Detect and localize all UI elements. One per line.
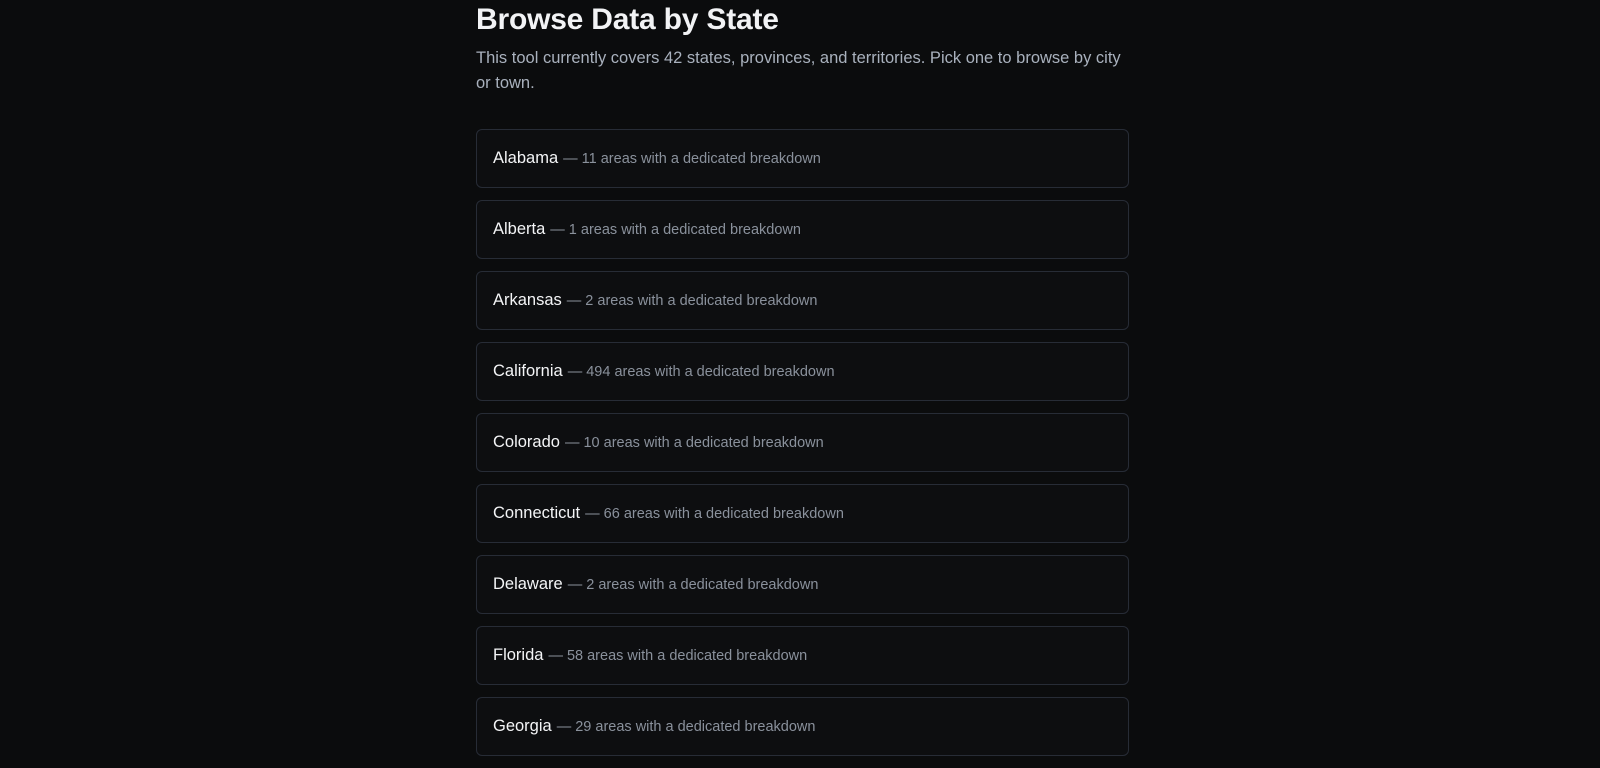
state-name: Colorado (493, 433, 560, 451)
state-area-count: — 494 areas with a dedicated breakdown (567, 363, 835, 380)
state-item-alabama[interactable] (476, 129, 1129, 188)
state-area-count: — 66 areas with a dedicated breakdown (585, 505, 844, 522)
state-area-count: — 11 areas with a dedicated breakdown (563, 150, 821, 167)
state-item-georgia[interactable] (476, 697, 1129, 756)
state-area-count: — 2 areas with a dedicated breakdown (567, 576, 819, 593)
page-description: This tool currently covers 42 states, provinces, and territories. Pick one to browse by city or town. (476, 49, 1121, 92)
page-title: Browse Data by State (476, 3, 779, 36)
state-name: Alberta (493, 220, 546, 238)
state-item-delaware[interactable] (476, 555, 1129, 614)
state-name: Alabama (493, 149, 559, 167)
state-item-california[interactable] (476, 342, 1129, 401)
state-name: Delaware (493, 575, 563, 593)
browse-page (476, 0, 1129, 768)
state-name: Connecticut (493, 504, 581, 522)
state-area-count: — 29 areas with a dedicated breakdown (556, 718, 816, 735)
state-area-count: — 58 areas with a dedicated breakdown (548, 647, 808, 664)
state-item-florida[interactable] (476, 626, 1129, 685)
state-area-count: — 1 areas with a dedicated breakdown (550, 221, 801, 238)
state-item-alberta[interactable] (476, 200, 1129, 259)
state-area-count: — 10 areas with a dedicated breakdown (564, 434, 824, 451)
state-item-connecticut[interactable] (476, 484, 1129, 543)
state-item-colorado[interactable] (476, 413, 1129, 472)
state-item-arkansas[interactable] (476, 271, 1129, 330)
state-name: Florida (493, 646, 544, 664)
state-area-count: — 2 areas with a dedicated breakdown (566, 292, 818, 309)
state-name: Arkansas (493, 291, 562, 309)
state-name: California (493, 362, 563, 380)
state-name: Georgia (493, 717, 552, 735)
state-list (476, 129, 1129, 756)
